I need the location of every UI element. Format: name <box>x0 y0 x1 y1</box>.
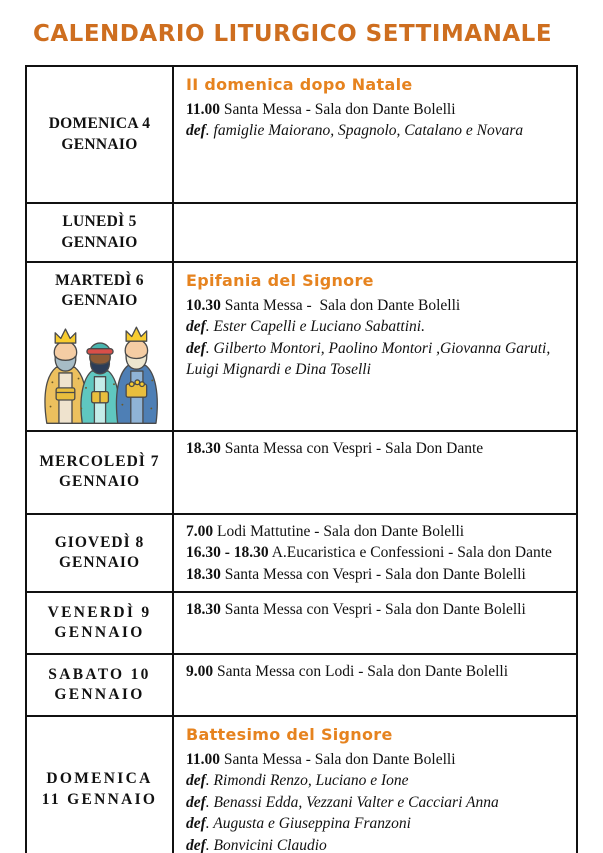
deceased-prefix: def <box>186 122 206 140</box>
table-row <box>26 654 577 716</box>
event-line <box>186 295 568 316</box>
day-cell <box>26 431 173 514</box>
table-row <box>26 716 577 853</box>
event-text: . Rimondi Renzo, Luciano e Ione <box>205 772 409 790</box>
event-line <box>186 661 568 682</box>
event-text: . Benassi Edda, Vezzani Valter e Cacciari Anna <box>205 793 499 811</box>
day-cell <box>26 262 173 431</box>
event-line <box>186 438 568 459</box>
event-time: 7.00 <box>186 522 214 540</box>
events-cell <box>173 716 577 853</box>
event-time: 16.30 - 18.30 <box>186 544 269 562</box>
deceased-line <box>186 316 568 337</box>
deceased-prefix: def <box>186 772 206 790</box>
liturgical-calendar-table <box>25 65 578 853</box>
day-name: GENNAIO <box>58 473 141 491</box>
event-text: . Ester Capelli e Luciano Sabattini. <box>205 318 425 336</box>
events-cell <box>173 431 577 514</box>
event-time: 9.00 <box>186 663 214 681</box>
deceased-line <box>186 835 568 853</box>
deceased-prefix: def <box>186 318 206 336</box>
feast-title: Battesimo del Signore <box>186 725 393 745</box>
day-name: GENNAIO <box>54 624 145 642</box>
events-cell <box>173 654 577 716</box>
event-text: Santa Messa con Lodi - Sala don Dante Bolelli <box>213 663 508 681</box>
day-cell <box>26 716 173 853</box>
event-text: Santa Messa con Vespri - Sala Don Dante <box>220 439 484 457</box>
feast-title: Epifania del Signore <box>186 271 374 290</box>
event-time: 18.30 <box>186 439 221 457</box>
events-cell <box>173 514 577 592</box>
event-line <box>186 599 568 620</box>
day-cell <box>26 203 173 262</box>
day-name: GENNAIO <box>58 553 141 571</box>
event-line <box>186 99 568 120</box>
event-time: 18.30 <box>186 601 221 619</box>
events-cell <box>173 262 577 431</box>
table-row <box>26 514 577 592</box>
day-name: SABATO 10 <box>48 665 151 683</box>
deceased-line <box>186 770 568 791</box>
deceased-prefix: def <box>186 836 206 853</box>
day-name: VENERDÌ 9 <box>47 603 152 621</box>
event-time: 18.30 <box>186 565 221 583</box>
event-text: Santa Messa - Sala don Dante Bolelli <box>220 101 456 119</box>
event-line <box>186 521 568 542</box>
deceased-prefix: def <box>186 793 206 811</box>
calendar-table-body <box>26 66 577 853</box>
event-text: Lodi Mattutine - Sala don Dante Bolelli <box>213 522 465 540</box>
day-name: LUNEDÌ 5 <box>62 213 137 231</box>
table-row <box>26 66 577 203</box>
event-time: 11.00 <box>186 751 221 769</box>
event-line <box>186 542 568 563</box>
day-name: GENNAIO <box>61 292 138 310</box>
table-row <box>26 262 577 431</box>
deceased-prefix: def <box>186 339 206 357</box>
deceased-line <box>186 338 568 381</box>
day-cell <box>26 654 173 716</box>
event-time: 11.00 <box>186 101 221 119</box>
day-cell <box>26 592 173 654</box>
event-line <box>186 564 568 585</box>
events-cell <box>173 592 577 654</box>
day-name: GIOVEDÌ 8 <box>54 533 145 551</box>
event-time: 10.30 <box>186 297 221 315</box>
deceased-prefix: def <box>186 815 206 833</box>
event-text: Santa Messa con Vespri - Sala don Dante Bolelli <box>220 601 526 619</box>
deceased-line <box>186 120 568 141</box>
event-text: A.Eucaristica e Confessioni - Sala don Dante <box>268 544 552 562</box>
day-name: DOMENICA <box>46 770 153 788</box>
day-name: GENNAIO <box>61 233 138 251</box>
table-row <box>26 431 577 514</box>
day-cell <box>26 66 173 203</box>
deceased-line <box>186 792 568 813</box>
day-name: GENNAIO <box>54 686 145 704</box>
day-name: 11 GENNAIO <box>41 790 158 808</box>
event-text: . Augusta e Giuseppina Franzoni <box>205 815 411 833</box>
day-name: MERCOLEDÌ 7 <box>39 452 160 470</box>
table-row <box>26 203 577 262</box>
event-text: . Bonvicini Claudio <box>205 836 327 853</box>
event-text: Santa Messa - Sala don Dante Bolelli <box>220 751 456 769</box>
table-row <box>26 592 577 654</box>
day-name: GENNAIO <box>61 135 138 153</box>
page-title: CALENDARIO LITURGICO SETTIMANALE <box>33 21 553 47</box>
three-kings-magi-image <box>30 316 170 428</box>
event-text: Santa Messa con Vespri - Sala don Dante Bolelli <box>220 565 526 583</box>
day-name: MARTEDÌ 6 <box>55 272 144 289</box>
feast-title: II domenica dopo Natale <box>186 75 413 94</box>
event-text: Santa Messa - Sala don Dante Bolelli <box>220 297 461 315</box>
event-line <box>186 749 568 770</box>
events-cell <box>173 203 577 262</box>
day-name: DOMENICA 4 <box>48 115 151 133</box>
events-cell <box>173 66 577 203</box>
event-text: . famiglie Maiorano, Spagnolo, Catalano e Novara <box>205 122 524 140</box>
deceased-line <box>186 813 568 834</box>
day-cell <box>26 514 173 592</box>
event-text: . Gilberto Montori, Paolino Montori ,Giovanna Garuti, Luigi Mignardi e Dina Toselli <box>186 339 555 379</box>
